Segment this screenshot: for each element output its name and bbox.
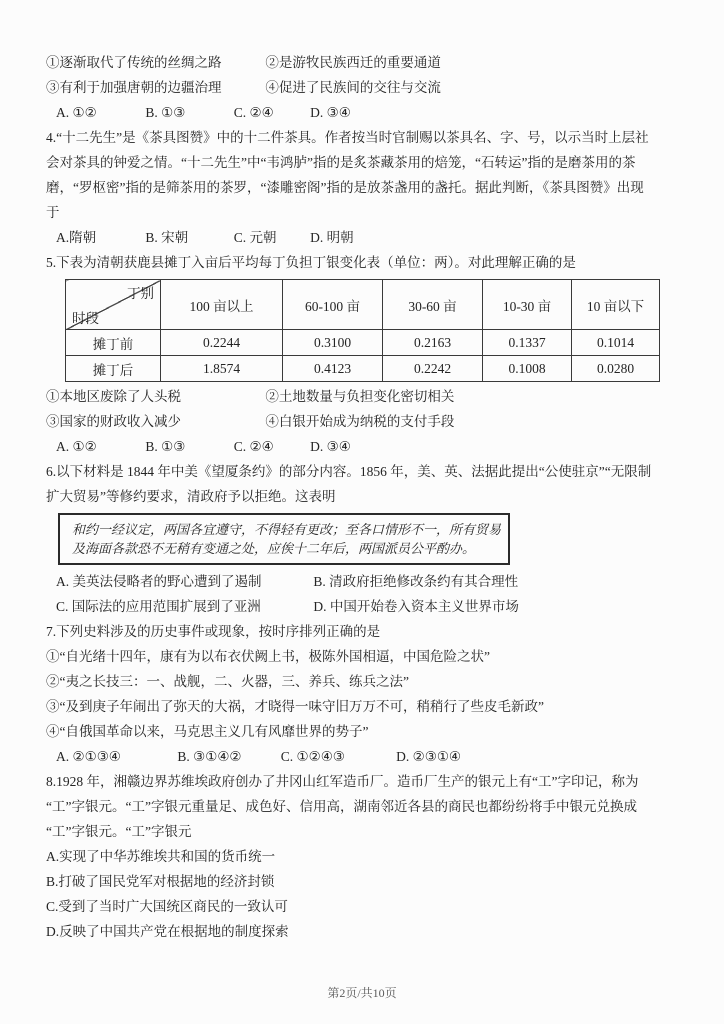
q3-choice-c: C. ②④ <box>233 105 274 120</box>
question-3 <box>46 50 696 125</box>
q5-choice-b: B. ①③ <box>145 439 186 454</box>
table-cell: 0.0280 <box>572 356 660 382</box>
question-8 <box>46 769 696 944</box>
table-col-header-4: 10-30 亩 <box>483 280 572 330</box>
q7-item-1: ①“自光绪十四年，康有为以布衣伏阙上书，极陈外国相逼，中国危险之状” <box>46 649 490 664</box>
table-col-header-5: 10 亩以下 <box>572 280 660 330</box>
q5-choices <box>46 434 696 459</box>
q6-choices-row-1 <box>46 569 696 594</box>
q4-line-4: 于 <box>46 205 60 220</box>
q7-choice-b: B. ③①④② <box>177 749 242 764</box>
table-corner-cell <box>66 280 161 330</box>
table-col-header-1: 100 亩以上 <box>161 280 283 330</box>
quote-line-2: 及海面各款恐不无稍有变通之处，应俟十二年后，两国派员公平酌办。 <box>72 541 476 556</box>
q4-choice-a: A.隋朝 <box>56 230 97 245</box>
q7-choice-d: D. ②③①④ <box>396 749 462 764</box>
ding-silver-table <box>65 279 660 382</box>
table-row <box>66 356 660 382</box>
q8-line-1: 8.1928 年，湘赣边界苏维埃政府创办了井冈山红军造币厂。造币厂生产的银元上有“工”字印记，称为 <box>46 774 639 789</box>
q4-line-2: 会对茶具的钟爱之情。“十二先生”中“韦鸿胪”指的是炙茶藏茶用的焙笼，“石转运”指的是磨茶用的茶 <box>46 155 636 170</box>
q4-choice-c: C. 元朝 <box>233 230 277 245</box>
treaty-quote-box <box>58 513 510 565</box>
table-cell: 0.1008 <box>483 356 572 382</box>
page-number-footer: 第2页/共10页 <box>327 986 397 1000</box>
table-cell: 0.1337 <box>483 330 572 356</box>
q8-choice-b: B.打破了国民党军对根据地的经济封锁 <box>46 874 275 889</box>
table-row-label: 摊丁后 <box>66 356 161 382</box>
q3-items-row-2 <box>46 75 696 100</box>
q6-choices-row-2 <box>46 594 696 619</box>
q3-choices <box>46 100 696 125</box>
q3-item-4: ④促进了民族间的交往与交流 <box>265 80 441 95</box>
q4-choice-d: D. 明朝 <box>310 230 354 245</box>
table-cell: 0.2163 <box>383 330 483 356</box>
q4-line-1: 4.“十二先生”是《茶具图赞》中的十二件茶具。作者按当时官制赐以茶具名、字、号，以示当时上层社 <box>46 130 649 145</box>
q8-line-3: “工”字银元。“工”字银元 <box>46 824 192 839</box>
q3-item-2: ②是游牧民族西迁的重要通道 <box>265 55 441 70</box>
question-5 <box>46 250 696 459</box>
q6-choice-b: B. 清政府拒绝修改条约有其合理性 <box>313 574 519 589</box>
table-cell: 1.8574 <box>161 356 283 382</box>
q7-stem: 7.下列史料涉及的历史事件或现象，按时序排列正确的是 <box>46 624 381 639</box>
table-row-label: 摊丁前 <box>66 330 161 356</box>
q7-item-3: ③“及到庚子年闹出了弥天的大祸，才晓得一味守旧万万不可，稍稍行了些皮毛新政” <box>46 699 544 714</box>
q5-choice-a: A. ①② <box>56 439 97 454</box>
q3-choice-d: D. ③④ <box>310 105 351 120</box>
q3-items-row-1 <box>46 50 696 75</box>
q5-item-4: ④白银开始成为纳税的支付手段 <box>265 414 455 429</box>
q8-choice-c: C.受到了当时广大国统区商民的一致认可 <box>46 899 288 914</box>
table-col-header-2: 60-100 亩 <box>283 280 383 330</box>
q3-item-3: ③有利于加强唐朝的边疆治理 <box>46 80 222 95</box>
q4-choice-b: B. 宋朝 <box>145 230 189 245</box>
q3-choice-b: B. ①③ <box>145 105 186 120</box>
table-header-row <box>66 280 660 330</box>
table-corner-bottom-label: 时段 <box>72 311 99 326</box>
q8-line-2: “工”字银元。“工”字银元重量足、成色好、信用高，湖南邻近各县的商民也都纷纷将手中银元兑换成 <box>46 799 637 814</box>
q3-choice-a: A. ①② <box>56 105 97 120</box>
q6-line-1: 6.以下材料是 1844 年中美《望厦条约》的部分内容。1856 年，美、英、法据此提出“公使驻京”“无限制 <box>46 464 652 479</box>
q7-item-2: ②“夷之长技三：一、战舰，二、火器，三、养兵、练兵之法” <box>46 674 409 689</box>
table-cell: 0.3100 <box>283 330 383 356</box>
q5-item-1: ①本地区废除了人头税 <box>46 389 181 404</box>
q7-item-4: ④“自俄国革命以来，马克思主义几有风靡世界的势子” <box>46 724 369 739</box>
q7-choice-a: A. ②①③④ <box>56 749 121 764</box>
question-6 <box>46 459 696 619</box>
table-cell: 0.2244 <box>161 330 283 356</box>
q6-choice-a: A. 美英法侵略者的野心遭到了遏制 <box>56 574 262 589</box>
table-row <box>66 330 660 356</box>
q5-item-3: ③国家的财政收入减少 <box>46 414 181 429</box>
q6-line-2: 扩大贸易”等修约要求，清政府予以拒绝。这表明 <box>46 489 336 504</box>
q5-items-row-1 <box>46 384 696 409</box>
q5-stem: 5.下表为清朝获鹿县摊丁入亩后平均每丁负担丁银变化表（单位：两）。对此理解正确的是 <box>46 255 576 270</box>
q3-item-1: ①逐渐取代了传统的丝绸之路 <box>46 55 222 70</box>
table-col-header-3: 30-60 亩 <box>383 280 483 330</box>
q8-choice-d: D.反映了中国共产党在根据地的制度探索 <box>46 924 289 939</box>
question-4 <box>46 125 696 250</box>
q7-choices <box>46 744 696 769</box>
q5-items-row-2 <box>46 409 696 434</box>
q6-choice-c: C. 国际法的应用范围扩展到了亚洲 <box>56 599 261 614</box>
q6-choice-d: D. 中国开始卷入资本主义世界市场 <box>313 599 519 614</box>
table-cell: 0.4123 <box>283 356 383 382</box>
table-cell: 0.1014 <box>572 330 660 356</box>
q8-choice-a: A.实现了中华苏维埃共和国的货币统一 <box>46 849 276 864</box>
question-7 <box>46 619 696 769</box>
q4-line-3: 磨，“罗枢密”指的是筛茶用的茶罗，“漆雕密阁”指的是放茶盏用的盏托。据此判断，《茶具图赞》出现 <box>46 180 644 195</box>
q4-choices <box>46 225 696 250</box>
q5-item-2: ②土地数量与负担变化密切相关 <box>265 389 455 404</box>
q5-choice-d: D. ③④ <box>310 439 351 454</box>
table-corner-top-label: 丁别 <box>127 286 154 301</box>
q5-choice-c: C. ②④ <box>233 439 274 454</box>
q7-choice-c: C. ①②④③ <box>280 749 345 764</box>
quote-line-1: 和约一经议定，两国各宜遵守，不得轻有更改；至各口情形不一，所有贸易 <box>72 522 502 537</box>
table-cell: 0.2242 <box>383 356 483 382</box>
